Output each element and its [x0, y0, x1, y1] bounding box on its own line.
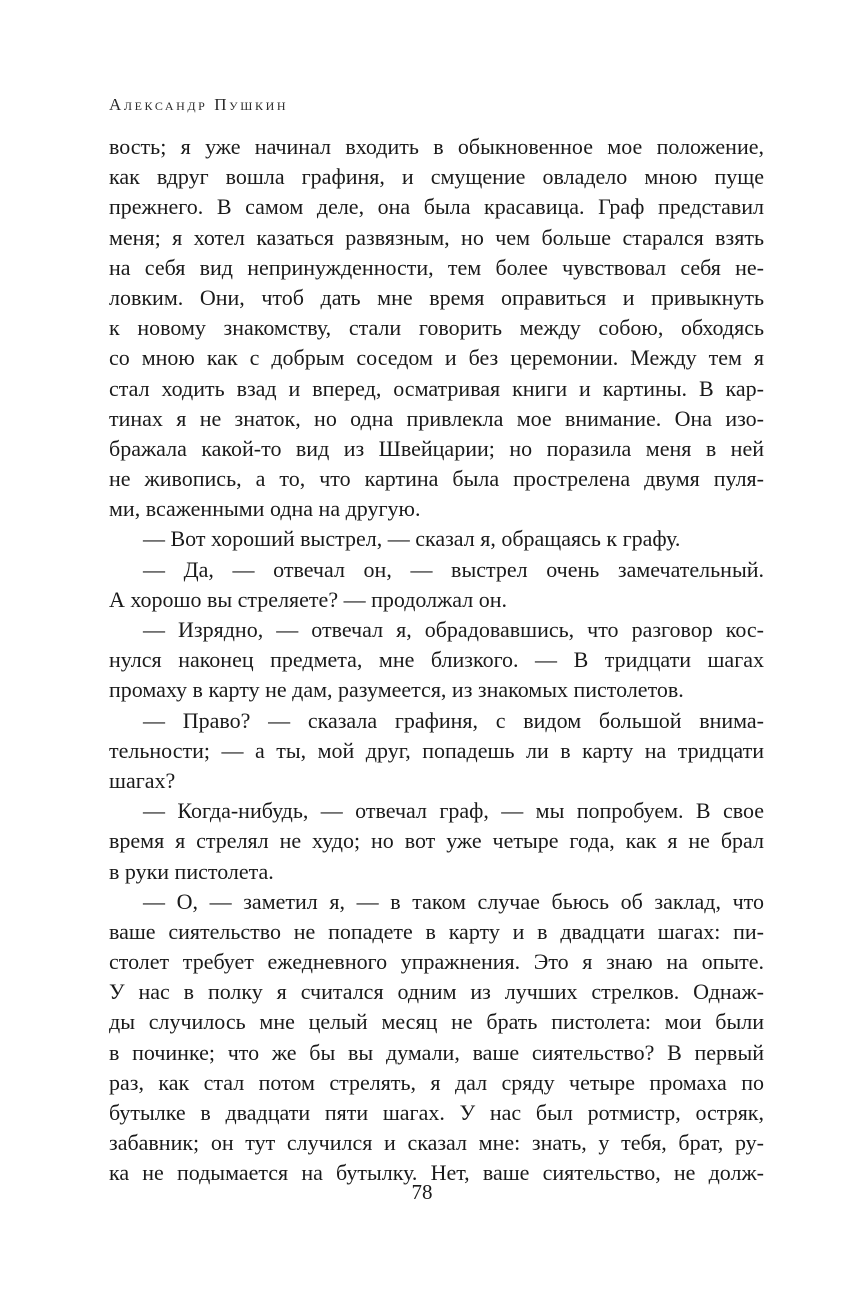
text-line: ми, всаженными одна на другую. — [109, 496, 421, 522]
text-line: забавник; он тут случился и сказал мне: знать, у тебя, брат, ру- — [109, 1130, 764, 1156]
text-line: ды случилось мне целый месяц не брать пистолета: мои были — [109, 1009, 764, 1035]
text-line: ваше сиятельство не попадете в карту и в двадцати шагах: пи- — [109, 918, 764, 944]
text-line: раз, как стал потом стрелять, я дал сряду четыре промаха по — [109, 1069, 764, 1095]
text-line: бражала какой-то вид из Швейцарии; но поразила меня в ней — [109, 435, 764, 461]
text-line: нулся наконец предмета, мне близкого. — В тридцати шагах — [109, 647, 764, 673]
text-line: ка не подымается на бутылку. Нет, ваше сиятельство, не долж- — [109, 1160, 764, 1186]
text-line: прежнего. В самом деле, она была красавица. Граф представил — [109, 194, 764, 220]
text-line: на себя вид непринужденности, тем более чувствовал себя не- — [109, 254, 764, 280]
running-head: Александр Пушкин — [109, 95, 289, 114]
text-line: У нас в полку я считался одним из лучших стрелков. Однаж- — [109, 979, 764, 1005]
text-line: — О, — заметил я, — в таком случае бьюсь об заклад, что — [143, 888, 764, 914]
text-line: в руки пистолета. — [109, 858, 274, 884]
text-line: — Изрядно, — отвечал я, обрадовавшись, что разговор кос- — [143, 617, 764, 642]
text-line: бутылке в двадцати пяти шагах. У нас был ротмистр, остряк, — [109, 1100, 764, 1125]
body-text — [109, 132, 764, 1189]
text-line: тельности; — а ты, мой друг, попадешь ли в карту на тридцати — [109, 737, 764, 763]
text-line: в починке; что же бы вы думали, ваше сиятельство? В первый — [109, 1039, 764, 1065]
text-line: к новому знакомству, стали говорить между собою, обходясь — [109, 315, 764, 341]
text-line: — Да, — отвечал он, — выстрел очень замечательный. — [143, 556, 764, 582]
text-line: промаху в карту не дам, разумеется, из знакомых пистолетов. — [109, 677, 684, 703]
text-line: меня; я хотел казаться развязным, но чем больше старался взять — [109, 224, 764, 250]
text-line: со мною как с добрым соседом и без церемонии. Между тем я — [109, 345, 764, 371]
text-line: стал ходить взад и вперед, осматривая книги и картины. В кар- — [109, 375, 764, 401]
page-number: 78 — [411, 1180, 433, 1204]
text-line: — Когда-нибудь, — отвечал граф, — мы попробуем. В свое — [143, 798, 764, 824]
text-line: тинах я не знаток, но одна привлекла мое внимание. Она изо- — [109, 405, 764, 431]
text-line: как вдруг вошла графиня, и смущение овладело мною пуще — [109, 164, 764, 190]
text-line: столет требует ежедневного упражнения. Это я знаю на опыте. — [109, 949, 764, 975]
text-line: не живопись, а то, что картина была прострелена двумя пуля- — [109, 466, 764, 492]
text-line: время я стрелял не худо; но вот уже четыре года, как я не брал — [109, 828, 764, 854]
text-line: — Вот хороший выстрел, — сказал я, обращаясь к графу. — [143, 526, 681, 552]
text-line: ловким. Они, чтоб дать мне время оправиться и привыкнуть — [109, 284, 764, 310]
text-line: шагах? — [109, 767, 176, 793]
text-line: — Право? — сказала графиня, с видом большой внима- — [143, 707, 764, 733]
text-line: вость; я уже начинал входить в обыкновенное мое положение, — [109, 134, 764, 159]
text-line: А хорошо вы стреляете? — продолжал он. — [109, 586, 508, 612]
